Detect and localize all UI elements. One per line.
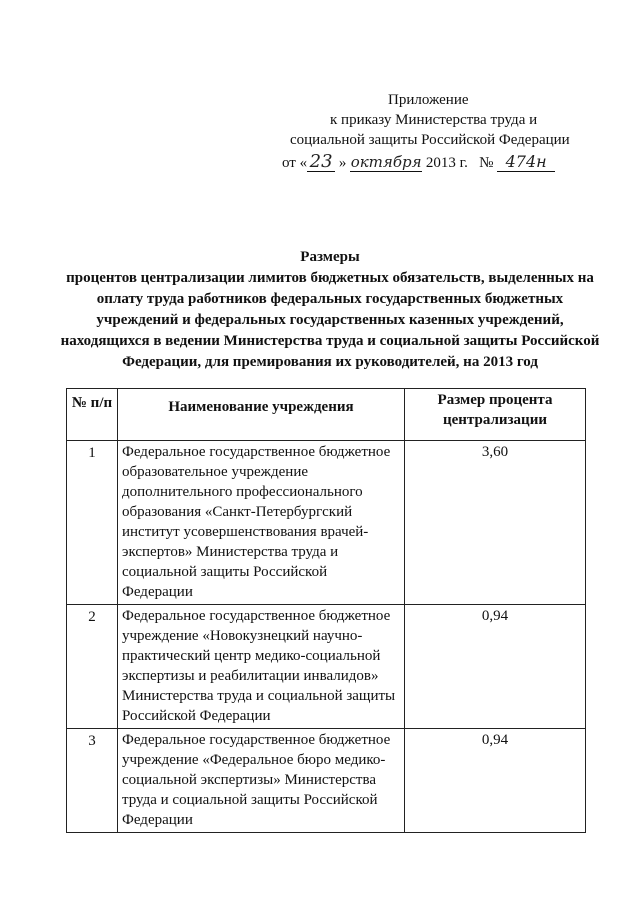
table-header-row bbox=[67, 389, 586, 441]
table-row bbox=[67, 605, 586, 729]
document-title bbox=[60, 247, 600, 373]
table-row bbox=[67, 441, 586, 605]
table-row bbox=[67, 729, 586, 833]
annex-date-line bbox=[270, 153, 630, 173]
row-percent: 0,94 bbox=[405, 605, 586, 729]
row-percent: 0,94 bbox=[405, 729, 586, 833]
date-prefix: от « bbox=[282, 155, 308, 171]
date-year: 2013 г. bbox=[425, 155, 468, 171]
title-heading: Размеры bbox=[300, 249, 360, 265]
handwritten-number: 474н bbox=[497, 153, 555, 172]
header-number: № п/п bbox=[67, 389, 118, 441]
row-institution: Федеральное государственное бюджетное образовательное учреждение дополнительного профессионального образования «Санкт-Петербургский институт усовершенствования врачей-экспертов» Министерства труда и социальной защиты Российской Федерации bbox=[118, 441, 405, 605]
header-percent: Размер процента централизации bbox=[405, 389, 586, 441]
handwritten-month: октября bbox=[350, 153, 422, 171]
row-institution: Федеральное государственное бюджетное учреждение «Федеральное бюро медико-социальной экспертизы» Министерства труда и социальной защиты Российской Федерации bbox=[118, 729, 405, 833]
annex-order-line: к приказу Министерства труда и bbox=[330, 112, 538, 128]
row-percent: 3,60 bbox=[405, 441, 586, 605]
row-number: 2 bbox=[67, 605, 118, 729]
row-institution: Федеральное государственное бюджетное учреждение «Новокузнецкий научно-практический центр медико-социальной экспертизы и реабилитации инвалидов» Министерства труда и социальной защиты Российской Федерации bbox=[118, 605, 405, 729]
annex-ministry-line: социальной защиты Российской Федерации bbox=[290, 132, 570, 148]
centralization-table bbox=[66, 388, 586, 833]
row-number: 3 bbox=[67, 729, 118, 833]
annex-header bbox=[270, 90, 630, 173]
date-mid: » bbox=[338, 155, 347, 171]
number-label: № bbox=[479, 155, 494, 171]
annex-title: Приложение bbox=[388, 92, 469, 108]
handwritten-day: 23 bbox=[307, 153, 335, 172]
header-institution: Наименование учреждения bbox=[118, 389, 405, 441]
row-number: 1 bbox=[67, 441, 118, 605]
title-body: процентов централизации лимитов бюджетных обязательств, выделенных на оплату труда работников федеральных государственных бюджетных учреждений и федеральных государственных казенных учреждений, находящихся в ведении Министерства труда и социальной защиты Российской Федерации, для премирования их руководителей, на 2013 год bbox=[60, 270, 600, 370]
